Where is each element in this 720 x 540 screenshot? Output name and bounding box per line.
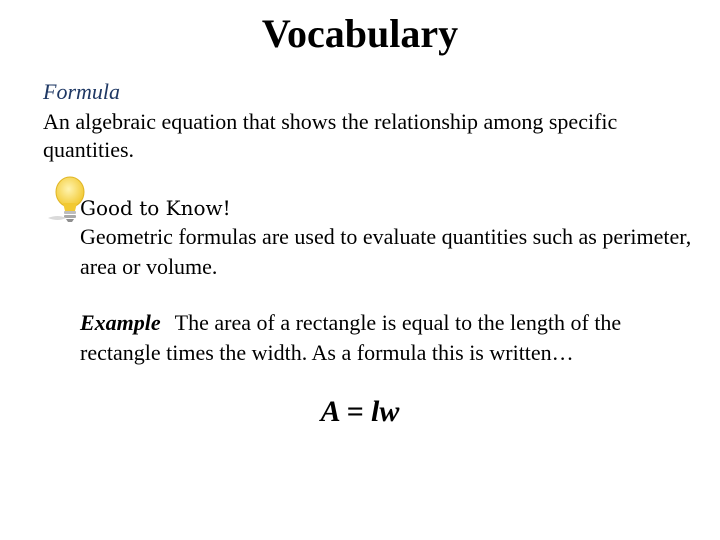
vocabulary-term: Formula [43, 79, 120, 104]
example-label: Example [80, 310, 161, 335]
example-text: The area of a rectangle is equal to the length of the rectangle times the width. As a formula this is written… [80, 310, 622, 365]
formula: A = lw [320, 395, 400, 428]
term-definition: An algebraic equation that shows the relationship among specific quantities. [43, 109, 618, 162]
example-paragraph [80, 308, 700, 368]
slide-title: Vocabulary [261, 11, 459, 56]
tip-body: Geometric formulas are used to evaluate quantities such as perimeter, area or volume. [80, 224, 692, 279]
tip-heading: Good to Know! [80, 196, 231, 220]
